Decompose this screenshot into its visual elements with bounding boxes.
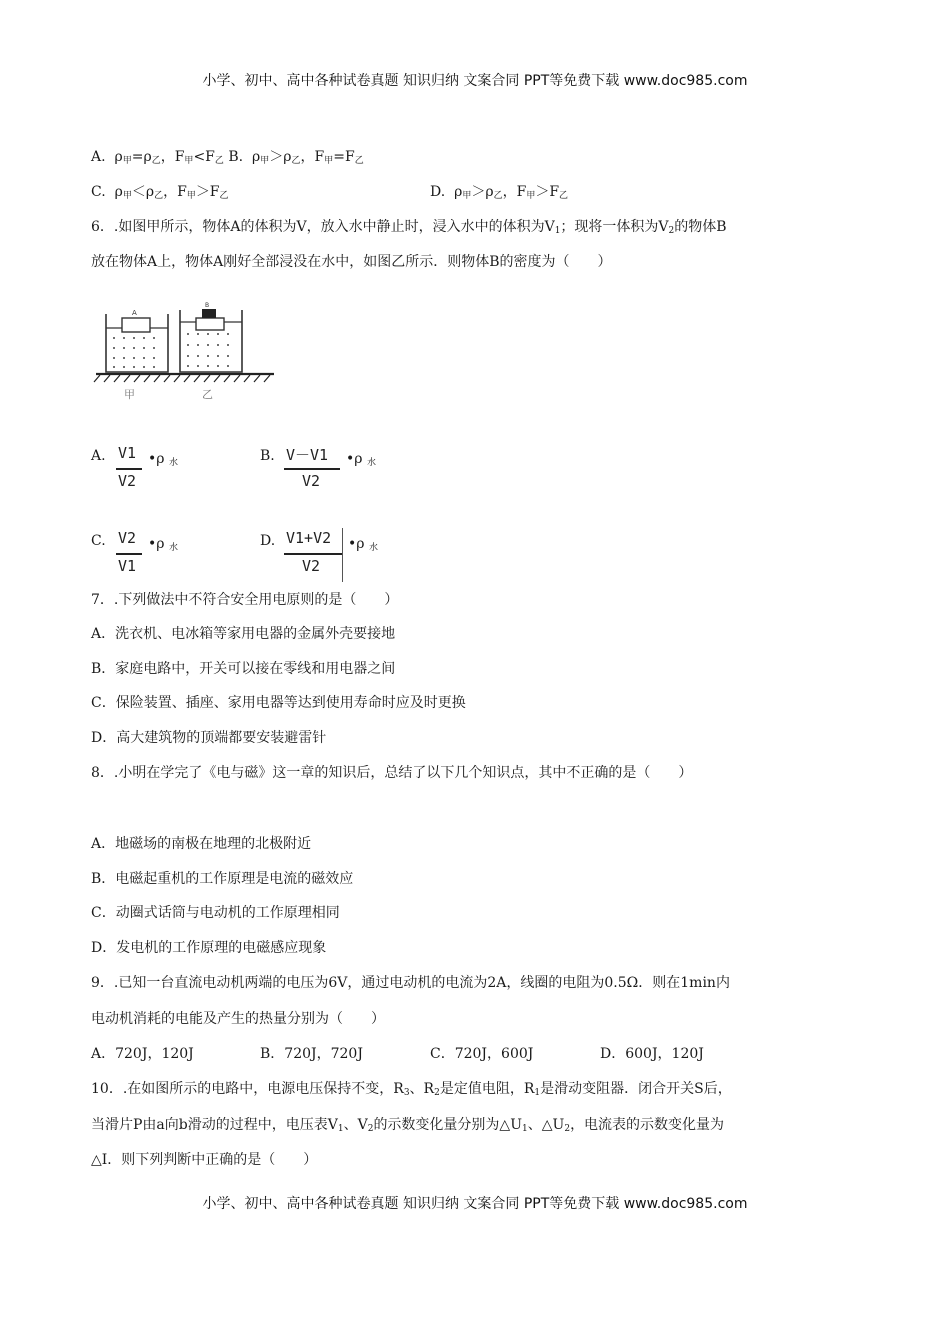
q5-options-ab	[91, 147, 364, 171]
q8-option-b: B．电磁起重机的工作原理是电流的磁效应	[91, 871, 354, 887]
q9-option-d: D．600J，120J	[600, 1046, 704, 1062]
water-dots-left	[113, 337, 155, 368]
q9-option-b: B．720J，720J	[260, 1046, 363, 1062]
q7-option-b: B．家庭电路中，开关可以接在零线和用电器之间	[91, 661, 396, 677]
figure-label-left: 甲	[124, 388, 135, 401]
rho-water: •ρ $_水$	[346, 451, 376, 468]
block-a-left	[122, 318, 150, 332]
block-b-label: B	[205, 302, 210, 309]
q8-option-d: D．发电机的工作原理的电磁感应现象	[91, 940, 327, 956]
crop-divider	[342, 528, 343, 582]
fraction-bar	[284, 468, 340, 470]
numerator: V2	[118, 529, 137, 547]
page-footer: 小学、初中、高中各种试卷真题 知识归纳 文案合同 PPT等免费下载 www.doc985.com	[202, 1196, 748, 1212]
q9-stem-line2: 电动机消耗的电能及产生的热量分别为（ ）	[91, 1011, 385, 1027]
q10-stem-line2: 当滑片P由a向b滑动的过程中，电压表$V_1$、$V_2$的示数变化量分别为$\triangle U_1$、$\triangle U_2$，电流表的示数变化量为	[91, 1117, 725, 1134]
fraction-bar	[284, 553, 342, 555]
q8-option-c: C．动圈式话筒与电动机的工作原理相同	[91, 905, 340, 921]
q10-stem-line3: △I．则下列判断中正确的是（ ）	[91, 1152, 318, 1168]
q6-figure	[92, 300, 282, 405]
block-a-left-label: A	[132, 309, 137, 317]
q7-stem: 7．.下列做法中不符合安全用电原则的是（ ）	[91, 592, 399, 608]
block-b	[202, 309, 216, 318]
q5-option-b: B. $\rho_甲>\rho_乙$，$F_甲=F_乙$	[228, 149, 364, 166]
q7-option-c: C．保险装置、插座、家用电器等达到使用寿命时应及时更换	[91, 695, 466, 711]
denominator: V2	[118, 472, 137, 490]
q6-stem-line1: 6．.如图甲所示，物体A的体积为V，放入水中静止时，浸入水中的体积为$V_1$；现将一体积为$V_2$的物体B	[91, 219, 727, 236]
q5-option-d: D. $\rho_甲>\rho_乙$，$F_甲>F_乙$	[430, 184, 569, 201]
q5-option-a: A. $\rho_甲=\rho_乙$，$F_甲<F_乙$	[91, 149, 224, 166]
water-dots-right	[187, 333, 229, 367]
denominator: V2	[302, 557, 321, 575]
q7-option-d: D．高大建筑物的顶端都要安装避雷针	[91, 730, 327, 746]
q10-stem-line1: 10．.在如图所示的电路中，电源电压保持不变，$R_3$、$R_2$是定值电阻，$R_1$是滑动变阻器．闭合开关S后，	[91, 1081, 732, 1098]
rho-water: •ρ $_水$	[348, 536, 378, 553]
q5-option-c: C. $\rho_甲<\rho_乙$，$F_甲>F_乙$	[91, 184, 229, 201]
figure-label-right: 乙	[202, 388, 213, 401]
numerator: V1+V2	[286, 529, 332, 547]
rho-water: •ρ $_水$	[148, 536, 178, 553]
q9-option-c: C．720J，600J	[430, 1046, 534, 1062]
fraction-bar	[116, 468, 142, 470]
denominator: V1	[118, 557, 137, 575]
denominator: V2	[302, 472, 321, 490]
ground-hatching	[94, 375, 270, 382]
q6-stem-line2: 放在物体A上，物体A刚好全部浸没在水中，如图乙所示．则物体B的密度为（ ）	[91, 254, 612, 270]
numerator: V－V1	[286, 446, 329, 464]
block-a-right	[196, 318, 224, 330]
q9-option-a: A．720J，120J	[91, 1046, 194, 1062]
rho-water: •ρ $_水$	[148, 451, 178, 468]
numerator: V1	[118, 444, 137, 462]
q7-option-a: A．洗衣机、电冰箱等家用电器的金属外壳要接地	[91, 626, 396, 642]
q8-stem: 8．.小明在学完了《电与磁》这一章的知识后，总结了以下几个知识点，其中不正确的是（ ）	[91, 765, 693, 781]
page-header: 小学、初中、高中各种试卷真题 知识归纳 文案合同 PPT等免费下载 www.doc985.com	[202, 73, 748, 89]
q9-stem-line1: 9．.已知一台直流电动机两端的电压为6V，通过电动机的电流为2A，线圈的电阻为0.5Ω．则在1min内	[91, 975, 730, 991]
fraction-bar	[116, 553, 142, 555]
q8-option-a: A．地磁场的南极在地理的北极附近	[91, 836, 312, 852]
